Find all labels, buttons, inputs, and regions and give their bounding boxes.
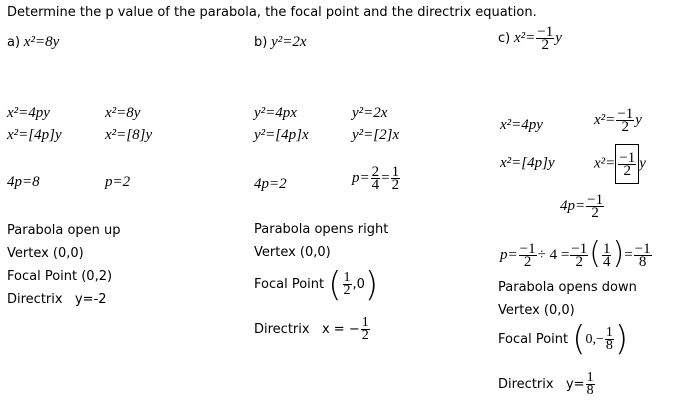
a-directrix xyxy=(7,292,107,308)
b-vertex: Vertex (0,0) xyxy=(254,245,331,260)
b-p-fraction-2: $\frac{1}{2}$ xyxy=(391,164,400,193)
c-directrix-label: Directrix xyxy=(498,377,554,392)
a-opens: Parabola open up xyxy=(7,223,121,238)
a-vertex: Vertex (0,0) xyxy=(7,246,84,261)
c-given-form: x²= $\frac{-1}{2}$ y xyxy=(594,106,642,135)
c-focal-label: Focal Point xyxy=(498,332,569,347)
b-focal-label: Focal Point xyxy=(254,277,325,292)
b-opens: Parabola opens right xyxy=(254,222,389,237)
b-step-4p: 4p=2 xyxy=(254,176,287,192)
b-directrix-label: Directrix xyxy=(254,322,310,337)
b-p-value: p= $\frac{2}{4}$ = $\frac{1}{2}$ xyxy=(352,164,400,193)
a-standard-form: x²=4py xyxy=(7,105,50,121)
problem-b xyxy=(254,33,307,51)
c-opens: Parabola opens down xyxy=(498,280,637,295)
b-focal-fraction: $\frac{1}{2}$ xyxy=(343,270,351,298)
b-standard-bracket: y²=[4p]x xyxy=(254,127,309,143)
problem-b-equation: y²=2x xyxy=(271,34,307,50)
b-focal-point: Focal Point ( $\frac{1}{2}$ ,0) xyxy=(254,265,379,305)
c-given-bracket: x²= $\frac{-1}{2}$ y xyxy=(594,144,646,182)
c-directrix: Directrix y= $\frac{1}{8}$ xyxy=(498,370,594,398)
problem-b-label: b) xyxy=(254,35,268,50)
c-given-fraction: $\frac{-1}{2}$ xyxy=(617,106,634,135)
c-focal-point: Focal Point (0,− $\frac{1}{8}$ ) xyxy=(498,319,629,359)
problem-a-equation: x²=8y xyxy=(23,34,60,50)
c-standard-bracket: x²=[4p]y xyxy=(500,155,555,171)
c-step-fraction: $\frac{-1}{2}$ xyxy=(587,192,604,221)
c-p-fraction-3: $\frac{1}{4}$ xyxy=(602,241,611,271)
page-title: Determine the p value of the parabola, the focal point and the directrix equation. xyxy=(7,5,537,20)
a-given-form: x²=8y xyxy=(105,105,141,121)
a-focal-point: Focal Point (0,2) xyxy=(7,269,113,284)
c-p-fraction-4: $\frac{-1}{8}$ xyxy=(634,241,651,271)
a-directrix-equation: y=-2 xyxy=(74,292,107,307)
a-step-4p: 4p=8 xyxy=(7,174,40,190)
problem-c-eq-prefix: x²= xyxy=(513,29,536,46)
b-directrix-fraction: $\frac{1}{2}$ xyxy=(361,315,369,343)
b-directrix: Directrix x = − $\frac{1}{2}$ xyxy=(254,315,369,343)
c-step-4p: 4p= $\frac{-1}{2}$ xyxy=(560,192,604,221)
problem-a-label: a) xyxy=(7,35,21,50)
c-directrix-fraction: $\frac{1}{8}$ xyxy=(586,370,594,398)
problem-c: c) x²= $\frac{-1}{2}$ y xyxy=(498,24,562,53)
b-given-form: y²=2x xyxy=(352,105,388,121)
problem-c-fraction: $\frac{-1}{2}$ xyxy=(537,24,554,53)
a-p-value: p=2 xyxy=(105,174,131,190)
c-p-value: p= $\frac{-1}{2}$ ÷ 4 = $\frac{-1}{2}$ ( $\frac{1}{4}$ )= $\frac{-1}{8}$ xyxy=(500,236,651,271)
c-focal-fraction: $\frac{1}{8}$ xyxy=(605,325,613,353)
b-p-fraction-1: $\frac{2}{4}$ xyxy=(371,164,380,193)
c-given-bracket-fraction: $\frac{-1}{2}$ xyxy=(619,150,636,180)
a-standard-bracket: x²=[4p]y xyxy=(7,127,62,143)
c-p-fraction-2: $\frac{-1}{2}$ xyxy=(571,241,588,271)
b-given-bracket: y²=[2]x xyxy=(352,127,400,143)
c-vertex: Vertex (0,0) xyxy=(498,303,575,318)
b-standard-form: y²=4px xyxy=(254,105,297,121)
problem-a xyxy=(7,33,59,51)
a-directrix-label: Directrix xyxy=(7,292,63,307)
problem-c-label: c) xyxy=(498,30,511,46)
c-standard-form: x²=4py xyxy=(500,117,543,133)
c-p-fraction-1: $\frac{-1}{2}$ xyxy=(519,241,536,271)
a-given-bracket: x²=[8]y xyxy=(105,127,153,143)
